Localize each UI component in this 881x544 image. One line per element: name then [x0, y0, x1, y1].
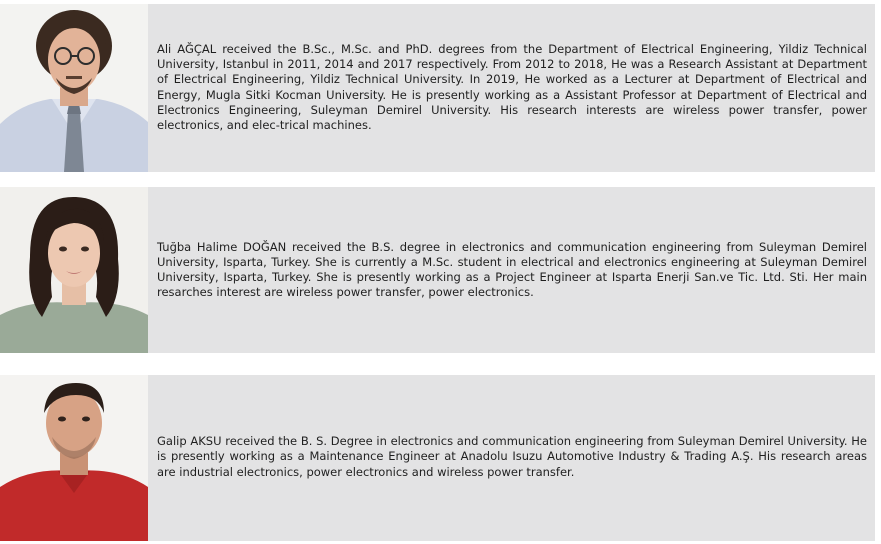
author-bio-3	[0, 375, 875, 541]
author-bio-1	[0, 4, 875, 172]
author-bio-text-3	[148, 375, 875, 541]
bio-paragraph: Tuğba Halime DOĞAN received the B.S. degree in electronics and communication engineering from Suleyman Demirel University, Isparta, Turkey. She is currently a M.Sc. student in electrical and electronics engineering at Suleyman Demirel University, Isparta, Turkey. She is presently working as a Project Engineer at Isparta Enerji San.ve Tic. Ltd. Sti. Her main resarches interest are wireless power transfer, power electronics.	[157, 239, 867, 300]
bio-paragraph: Galip AKSU received the B. S. Degree in electronics and communication engineering from Suleyman Demirel University. He is presently working as a Maintenance Engineer at Anadolu Isuzu Automotive Industry & Trading A.Ş. His research areas are industrial electronics, power electronics and wireless power transfer.	[157, 434, 867, 479]
bio-paragraph: Ali AĞÇAL received the B.Sc., M.Sc. and PhD. degrees from the Department of Electrical Engineering, Yildiz Technical University, Istanbul in 2011, 2014 and 2017 respectively. From 2012 to 2018, He was a Research Assistant at Department of Electrical Engineering, Yildiz Technical University. In 2019, He worked as a Lecturer at Department of Electrical and Energy, Mugla Sitki Kocman University. He is presently working as a Assistant Professor at Department of Electrical and Electronics Engineering, Suleyman Demirel University. His research interests are wireless power transfer, power electronics, and elec-trical machines.	[157, 41, 867, 132]
author-photo-1	[0, 4, 148, 172]
author-bio-text-1	[148, 4, 875, 172]
author-bio-2	[0, 187, 875, 353]
author-bio-text-2	[148, 187, 875, 353]
author-photo-3	[0, 375, 148, 541]
author-photo-2	[0, 187, 148, 353]
